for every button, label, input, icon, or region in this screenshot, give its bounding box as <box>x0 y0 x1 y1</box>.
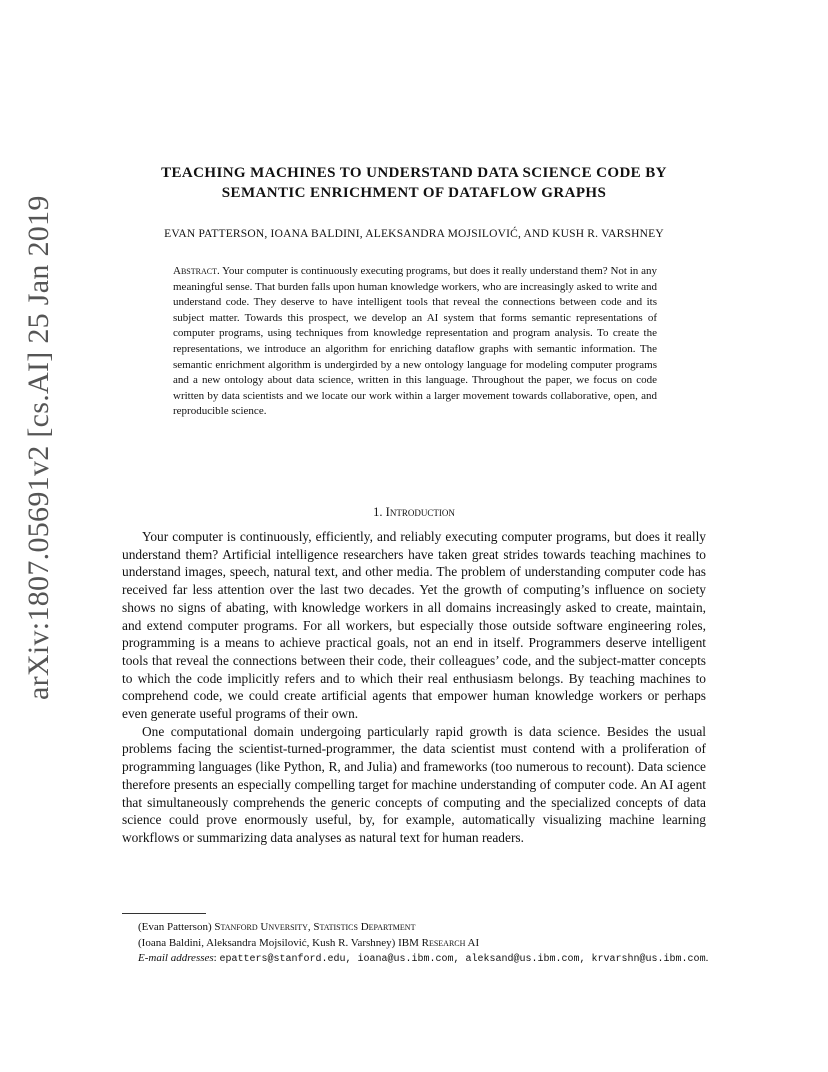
footnote-rule <box>122 913 206 914</box>
paragraph: One computational domain undergoing particularly rapid growth is data science. Besides the usual problems facing the scientist-turned-programmer, the data scientist must contend with a proliferation of programming languages (like Python, R, and Julia) and frameworks (too numerous to recount). Data science therefore presents an especially compelling target for machine understanding of computer code. An AI agent that simultaneously comprehends the generic concepts of computing and the specialized concepts of data science could prove enormously useful, by, for example, automatically visualizing machine learning workflows or summarizing data analyses as natural text for human readers. <box>122 723 706 845</box>
footnote-affiliation: IBM Research AI <box>398 936 480 949</box>
paragraph: Your computer is continuously, efficiently, and reliably executing computer programs, but does it really understand them? Artificial intelligence researchers have taken great strides towards teaching machines to understand images, speech, natural text, and other media. The problem of understanding computer code has received far less attention over the last two decades. Yet the growth of computing’s influence on society shows no signs of abating, with knowledge workers in all domains increasingly asked to create, maintain, and extend computer programs. For all workers, but especially those outside software engineering roles, programming is a means to achieve practical goals, not an end in itself. Programmers deserve intelligent tools that reveal the connections between their code, their colleagues’ code, and the subject-matter concepts to which the code implicitly refers and to which their real enthusiasm belongs. By teaching machines to comprehend code, we could create artificial agents that empower human knowledge workers or perhaps even generate useful programs of their own. <box>122 529 706 722</box>
section-title: Introduction <box>385 505 455 519</box>
section-heading <box>100 505 728 520</box>
author-list: EVAN PATTERSON, IOANA BALDINI, ALEKSANDRA MOJSILOVIĆ, AND KUSH R. VARSHNEY <box>164 228 664 240</box>
title-line-2: SEMANTIC ENRICHMENT OF DATAFLOW GRAPHS <box>221 185 607 201</box>
footnote-names: (Ioana Baldini, Aleksandra Mojsilović, Kush R. Varshney) <box>138 936 396 949</box>
abstract-text: Your computer is continuously executing programs, but does it really understand them? Not in any meaningful sense. That burden falls upon human knowledge workers, who are increasingly asked to write and understand code. They deserve to have intelligent tools that reveal the connections between code and its subject matter. Towards this prospect, we develop an AI system that forms semantic representations of computer programs, using techniques from knowledge representation and program analysis. To create the representations, we introduce an algorithm for enriching dataflow graphs with semantic information. The semantic enrichment algorithm is undergirded by a new ontology language for modeling computer programs and a new ontology about data science, written in this language. Throughout the paper, we focus on code written by data scientists and we locate our work within a larger movement towards collaborative, open, and reproducible science. <box>173 265 657 418</box>
arxiv-identifier: arXiv:1807.05691v2 [cs.AI] 25 Jan 2019 <box>22 195 55 700</box>
footnote-affiliation-2 <box>122 936 712 952</box>
footnote-names: (Evan Patterson) <box>138 921 212 933</box>
body-text <box>122 528 706 847</box>
email-list: epatters@stanford.edu, ioana@us.ibm.com, aleksand@us.ibm.com, krvarshn@us.ibm.com <box>219 954 706 966</box>
paper-title <box>100 163 728 203</box>
footnote-affiliation-1 <box>122 920 712 936</box>
title-line-1: TEACHING MACHINES TO UNDERSTAND DATA SCIENCE CODE BY <box>161 165 667 181</box>
section-number: 1. <box>373 505 383 519</box>
footnote-affiliation: Stanford Unversity, Statistics Department <box>214 921 416 933</box>
footnote-emails: E-mail addresses: epatters@stanford.edu, ioana@us.ibm.com, aleksand@us.ibm.com, krvarshn@us.ibm.com. <box>138 952 709 966</box>
email-label: E-mail addresses <box>138 952 214 965</box>
footnotes <box>122 920 712 968</box>
abstract <box>173 264 657 420</box>
abstract-label: Abstract. <box>173 265 220 277</box>
